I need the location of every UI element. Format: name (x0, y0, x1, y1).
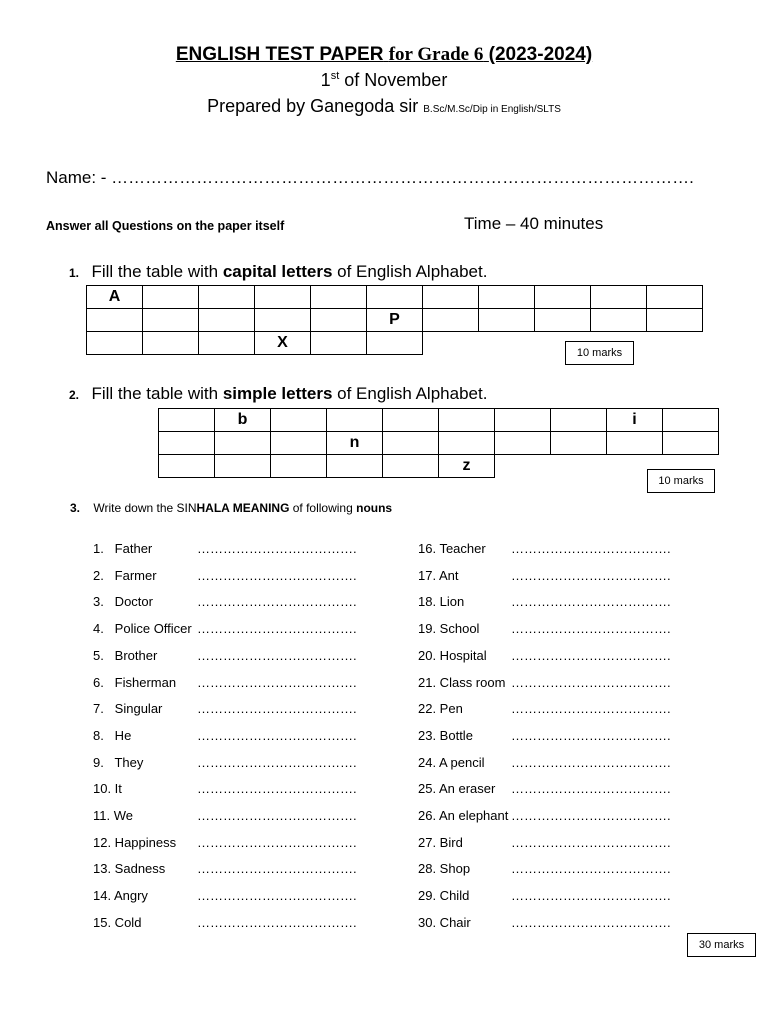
noun-item (93, 621, 357, 637)
noun-label: 14. Angry (93, 888, 148, 904)
noun-label: 3. Doctor (93, 594, 153, 610)
answer-blank[interactable]: ………………………………. (197, 888, 357, 904)
letter-cell[interactable] (479, 286, 535, 309)
noun-label: 20. Hospital (418, 647, 487, 663)
answer-blank[interactable]: ………………………………. (197, 834, 357, 850)
noun-item (418, 594, 671, 610)
letter-cell[interactable] (663, 432, 719, 455)
letter-cell[interactable] (215, 432, 271, 455)
letter-cell[interactable] (199, 286, 255, 309)
answer-blank[interactable]: ………………………………. (511, 594, 671, 610)
date-day: 1 (320, 70, 331, 90)
answer-blank[interactable]: ………………………………. (197, 754, 357, 770)
answer-blank[interactable]: ………………………………. (511, 914, 671, 930)
noun-item (93, 674, 357, 690)
answer-blank[interactable]: ………………………………. (511, 621, 671, 637)
q3-text-mid: of following (289, 501, 357, 515)
letter-cell[interactable] (647, 309, 703, 332)
letter-cell[interactable] (215, 455, 271, 478)
letter-cell[interactable]: A (87, 286, 143, 309)
noun-label: 24. A pencil (418, 754, 485, 770)
answer-blank[interactable]: ………………………………. (197, 781, 357, 797)
q3-text-bold: HALA MEANING (196, 501, 290, 515)
answer-blank[interactable]: ………………………………. (197, 621, 357, 637)
letter-cell[interactable]: z (439, 455, 495, 478)
q1-marks-box: 10 marks (565, 341, 634, 365)
noun-item (93, 781, 357, 797)
q1-text-pre: Fill the table with (91, 262, 223, 281)
answer-blank[interactable]: ………………………………. (511, 674, 671, 690)
grid-row (159, 409, 719, 432)
noun-item (418, 834, 671, 850)
time-limit: Time – 40 minutes (464, 214, 604, 233)
noun-item (93, 701, 357, 717)
letter-cell[interactable] (311, 309, 367, 332)
letter-cell[interactable] (423, 309, 479, 332)
letter-cell[interactable] (607, 432, 663, 455)
q1-text-post: of English Alphabet. (332, 262, 488, 281)
letter-cell[interactable] (383, 432, 439, 455)
letter-cell[interactable] (87, 309, 143, 332)
letter-cell[interactable] (143, 332, 199, 355)
noun-item (418, 541, 671, 556)
noun-label: 2. Farmer (93, 567, 157, 583)
letter-cell[interactable] (199, 309, 255, 332)
instruction: Answer all Questions on the paper itself (46, 219, 285, 233)
q2-text-post: of English Alphabet. (332, 384, 488, 403)
letter-cell[interactable] (159, 455, 215, 478)
letter-cell[interactable] (327, 409, 383, 432)
answer-blank[interactable]: ………………………………. (511, 541, 671, 556)
noun-label: 17. Ant (418, 567, 459, 583)
empty-space (495, 455, 551, 478)
noun-label: 28. Shop (418, 861, 471, 877)
letter-cell[interactable] (439, 432, 495, 455)
noun-label: 9. They (93, 754, 144, 770)
answer-blank[interactable]: ………………………………. (197, 541, 357, 556)
answer-blank[interactable]: ………………………………. (511, 701, 671, 717)
answer-blank[interactable]: ………………………………. (197, 674, 357, 690)
letter-cell[interactable] (479, 309, 535, 332)
noun-item (418, 674, 671, 690)
q2-number: 2. (69, 388, 80, 402)
letter-cell[interactable] (159, 432, 215, 455)
noun-item (418, 567, 671, 583)
q2-text-pre: Fill the table with (91, 384, 223, 403)
letter-cell[interactable] (591, 309, 647, 332)
noun-item (418, 781, 671, 797)
noun-item (418, 754, 671, 770)
q2-heading (69, 384, 487, 404)
letter-cell[interactable] (311, 286, 367, 309)
letter-cell[interactable] (311, 332, 367, 355)
letter-cell[interactable]: i (607, 409, 663, 432)
letter-cell[interactable] (327, 455, 383, 478)
letter-cell[interactable] (383, 409, 439, 432)
noun-label: 22. Pen (418, 701, 463, 717)
letter-cell[interactable] (143, 309, 199, 332)
q3-text-bold2: nouns (356, 501, 393, 515)
q2-text-bold: simple letters (222, 384, 333, 403)
answer-blank[interactable]: ………………………………. (511, 567, 671, 583)
noun-item (93, 808, 357, 823)
empty-space (423, 332, 479, 355)
noun-label: 21. Class room (418, 674, 506, 690)
answer-blank[interactable]: ………………………………. (197, 808, 357, 823)
letter-cell[interactable] (199, 332, 255, 355)
letter-cell[interactable] (495, 432, 551, 455)
noun-item (93, 647, 357, 663)
noun-item (93, 541, 357, 556)
noun-item (418, 861, 671, 877)
letter-cell[interactable] (367, 286, 423, 309)
answer-blank[interactable]: ………………………………. (197, 567, 357, 583)
q2-letter-table (158, 408, 719, 478)
noun-item (93, 567, 357, 583)
empty-space (647, 332, 703, 355)
noun-label: 30. Chair (418, 914, 471, 930)
answer-blank[interactable]: ………………………………. (511, 861, 671, 877)
letter-cell[interactable] (383, 455, 439, 478)
answer-blank[interactable]: ………………………………. (511, 888, 671, 904)
name-line: Name: - …………………………………………………………………………………………. (46, 168, 694, 187)
letter-cell[interactable] (255, 286, 311, 309)
q3-text-pre: Write down the SIN (93, 501, 197, 515)
noun-item (93, 861, 357, 877)
q1-heading (69, 262, 487, 282)
title-part1: ENGLISH TEST PAPER (175, 44, 384, 65)
noun-item (93, 754, 357, 770)
letter-cell[interactable] (535, 309, 591, 332)
letter-cell[interactable] (271, 432, 327, 455)
empty-space (551, 455, 607, 478)
noun-item (418, 647, 671, 663)
answer-blank[interactable]: ………………………………. (197, 914, 357, 930)
grid-row (159, 432, 719, 455)
letter-cell[interactable] (87, 332, 143, 355)
answer-blank[interactable]: ………………………………. (197, 647, 357, 663)
letter-cell[interactable] (159, 409, 215, 432)
q3-heading (70, 501, 392, 515)
noun-label: 5. Brother (93, 647, 158, 663)
noun-item (93, 834, 357, 850)
noun-item (93, 727, 357, 743)
letter-cell[interactable] (551, 432, 607, 455)
noun-label: 12. Happiness (93, 834, 177, 850)
letter-cell[interactable] (423, 286, 479, 309)
q1-text-bold: capital letters (222, 262, 333, 281)
answer-blank[interactable]: ………………………………. (197, 727, 357, 743)
noun-label: 23. Bottle (418, 727, 473, 743)
noun-label: 16. Teacher (418, 541, 486, 556)
prepared-by (0, 96, 768, 117)
answer-blank[interactable]: ………………………………. (511, 781, 671, 797)
letter-cell[interactable] (367, 332, 423, 355)
noun-label: 29. Child (418, 888, 470, 904)
noun-label: 15. Cold (93, 914, 142, 930)
noun-item (418, 727, 671, 743)
noun-label: 27. Bird (418, 834, 463, 850)
noun-label: 19. School (418, 621, 480, 637)
letter-cell[interactable] (271, 455, 327, 478)
prepared-by-text: Prepared by Ganegoda sir (207, 96, 419, 116)
letter-cell[interactable] (591, 286, 647, 309)
grid-row (87, 309, 703, 332)
noun-label: 8. He (93, 727, 132, 743)
noun-label: 6. Fisherman (93, 674, 177, 690)
noun-item (93, 888, 357, 904)
q1-number: 1. (69, 266, 80, 280)
noun-label: 18. Lion (418, 594, 465, 610)
answer-blank[interactable]: ………………………………. (197, 861, 357, 877)
noun-label: 7. Singular (93, 701, 163, 717)
noun-item (93, 914, 357, 930)
answer-blank[interactable]: ………………………………. (197, 701, 357, 717)
date-suffix: st (330, 70, 340, 82)
answer-blank[interactable]: ………………………………. (511, 754, 671, 770)
noun-label: 4. Police Officer (93, 621, 192, 637)
noun-item (418, 701, 671, 717)
title-part3: (2023-2024) (488, 44, 593, 65)
answer-blank[interactable]: ………………………………. (511, 727, 671, 743)
paper-title (0, 44, 768, 66)
letter-cell[interactable] (551, 409, 607, 432)
letter-cell[interactable]: n (327, 432, 383, 455)
letter-cell[interactable] (143, 286, 199, 309)
letter-cell[interactable] (647, 286, 703, 309)
noun-label: 13. Sadness (93, 861, 166, 877)
title-part2: for Grade 6 (388, 44, 484, 65)
letter-cell[interactable] (663, 409, 719, 432)
noun-item (418, 914, 671, 930)
q3-marks-box: 30 marks (687, 933, 756, 957)
noun-label: 25. An eraser (418, 781, 496, 797)
letter-cell[interactable]: P (367, 309, 423, 332)
noun-item (418, 808, 671, 823)
noun-label: 10. It (93, 781, 122, 797)
answer-blank[interactable]: ………………………………. (511, 808, 671, 823)
qualifications: B.Sc/M.Sc/Dip in English/SLTS (423, 104, 561, 115)
letter-cell[interactable] (495, 409, 551, 432)
q3-number: 3. (70, 501, 81, 515)
letter-cell[interactable] (535, 286, 591, 309)
letter-cell[interactable] (271, 409, 327, 432)
noun-item (418, 621, 671, 637)
q2-marks-box: 10 marks (647, 469, 715, 493)
exam-date (0, 70, 768, 91)
noun-label: 11. We (93, 808, 133, 823)
empty-space (479, 332, 535, 355)
grid-row (87, 286, 703, 309)
noun-label: 1. Father (93, 541, 153, 556)
noun-label: 26. An elephant (418, 808, 509, 823)
grid-row (159, 455, 719, 478)
letter-cell[interactable]: X (255, 332, 311, 355)
noun-item (418, 888, 671, 904)
letter-cell[interactable] (439, 409, 495, 432)
answer-blank[interactable]: ………………………………. (511, 834, 671, 850)
letter-cell[interactable] (255, 309, 311, 332)
date-month: of November (344, 70, 448, 90)
noun-item (93, 594, 357, 610)
letter-cell[interactable]: b (215, 409, 271, 432)
answer-blank[interactable]: ………………………………. (197, 594, 357, 610)
answer-blank[interactable]: ………………………………. (511, 647, 671, 663)
